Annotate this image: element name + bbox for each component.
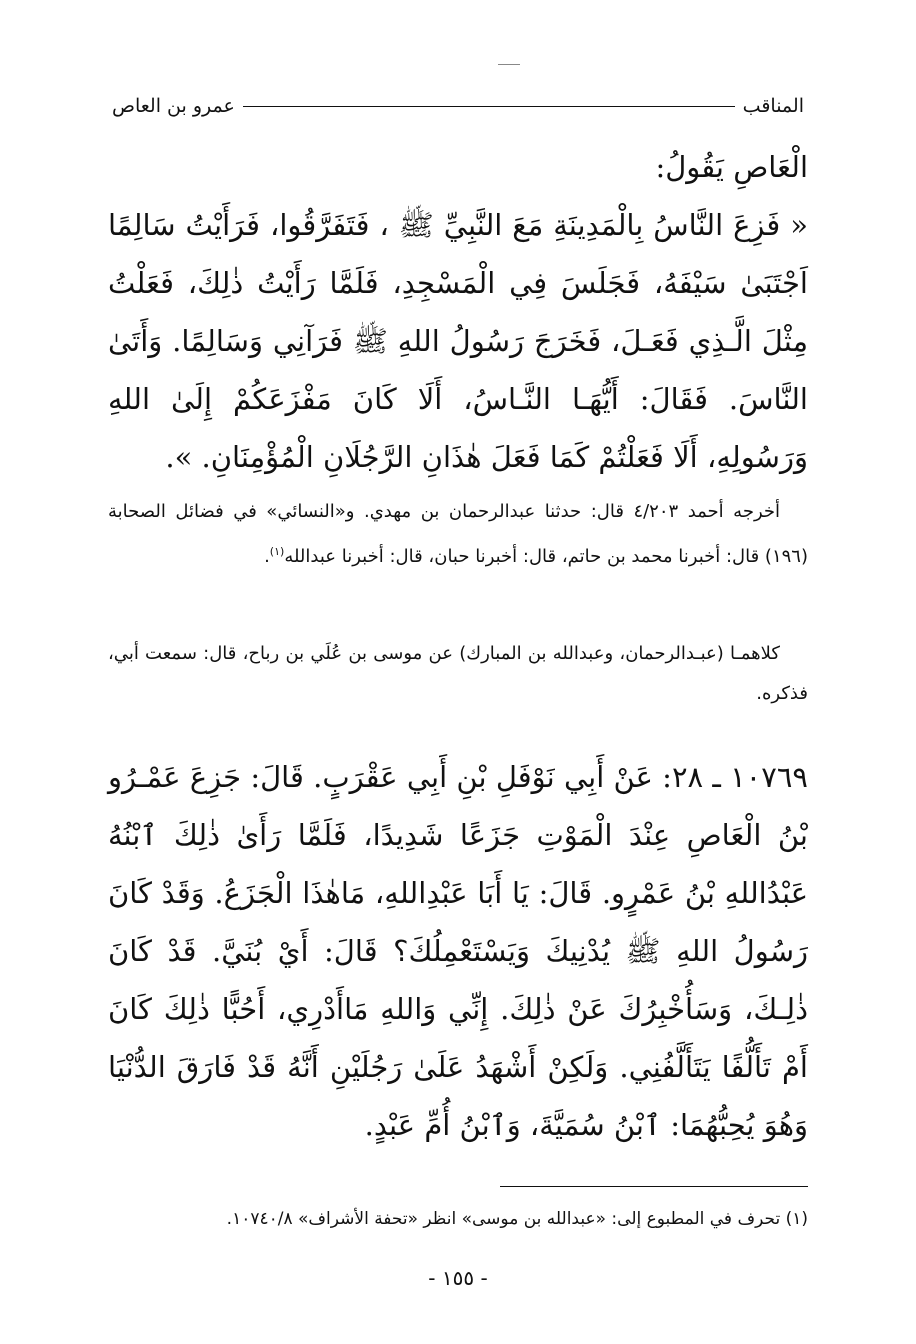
takhrij-text-1 [108, 492, 808, 577]
takhrij-paragraph-2 [108, 634, 808, 718]
footnote [108, 1204, 808, 1234]
takhrij-paragraph-1 [108, 492, 808, 581]
hadith-text-2 [108, 748, 808, 1154]
takhrij-body-1: أخرجه أحمد ٤/٢٠٣ قال: حدثنا عبدالرحمان بن مهدي. و«النسائي» في فضائل الصحابة (١٩٦) قال: أخبرنا محمد بن حاتم، قال: أخبرنا حبان، قال: أخبرنا عبدالله [108, 501, 808, 567]
footnote-separator [500, 1186, 808, 1187]
takhrij-text-2: كلاهمـا (عبـدالرحمان، وعبدالله بن المبارك) عن موسى بن عُلَي بن رباح، قال: سمعت أبي، فذكره. [108, 643, 808, 704]
takhrij-end: . [264, 546, 270, 567]
hadith-body-2: ١٠٧٦٩ ـ ٢٨: عَنْ أَبِي نَوْفَلِ بْنِ أَبِي عَقْرَبٍ. قَالَ: جَزِعَ عَمْـرُو بْنُ الْعَاصِ عِنْدَ الْمَوْتِ جَزَعًا شَدِيدًا، فَلَمَّا رَأَىٰ ذٰلِكَ ٱبْنُهُ عَبْدُاللهِ بْنُ عَمْرٍو. قَالَ: يَا أَبَا عَبْدِاللهِ، مَاهٰذَا الْجَزَعُ. وَقَدْ كَانَ رَسُولُ اللهِ ﷺ يُدْنِيكَ وَيَسْتَعْمِلُكَ؟ قَالَ: أَيْ بُنَيَّ. قَدْ كَانَ ذٰلِـكَ، وَسَأُخْبِرُكَ عَنْ ذٰلِكَ. إِنِّي وَاللهِ مَاأَدْرِي، أَحُبًّا ذٰلِكَ كَانَ أَمْ تَأَلُّفًا يَتَأَلَّفُنِي. وَلَكِنْ أَشْهَدُ عَلَىٰ رَجُلَيْنِ أَنَّهُ قَدْ فَارَقَ الدُّنْيَا وَهُوَ يُحِبُّهُمَا: ٱبْنُ سُمَيَّةَ، وَٱبْنُ أُمِّ عَبْدٍ. [108, 760, 808, 1142]
hadith-text-1 [108, 138, 808, 486]
footnote-marker[interactable]: (١) [269, 545, 285, 558]
header-chapter-title: عمرو بن العاص [112, 95, 235, 117]
hadith-body-1: « فَزِعَ النَّاسُ بِالْمَدِينَةِ مَعَ النَّبِيِّ ﷺ ، فَتَفَرَّقُوا، فَرَأَيْتُ سَالِمًا اَجْتَبَىٰ سَيْفَهُ، فَجَلَسَ فِي الْمَسْجِدِ، فَلَمَّا رَأَيْتُ ذٰلِكَ، فَعَلْتُ مِثْلَ الَّـذِي فَعَـلَ، فَخَرَجَ رَسُولُ اللهِ ﷺ فَرَآنِي وَسَالِمًا. وَأَتَىٰ النَّاسَ. فَقَالَ: أَيُّهَـا النَّـاسُ، أَلَا كَانَ مَفْزَعَكُمْ إِلَىٰ اللهِ وَرَسُولِهِ، أَلَا فَعَلْتُمْ كَمَا فَعَلَ هٰذَانِ الرَّجُلَانِ الْمُؤْمِنَانِ. ». [108, 208, 808, 474]
header-rule [243, 106, 735, 107]
header-section-title: المناقب [742, 95, 804, 117]
page-number: - ١٥٥ - [428, 1266, 488, 1290]
top-mark [498, 64, 520, 65]
running-header [112, 92, 804, 120]
hadith-opening: الْعَاصِ يَقُولُ: [655, 150, 808, 184]
footnote-text-1: (١) تحرف في المطبوع إلى: «عبدالله بن موسى» انظر «تحفة الأشراف» ١٠٧٤٠/٨. [226, 1209, 808, 1229]
